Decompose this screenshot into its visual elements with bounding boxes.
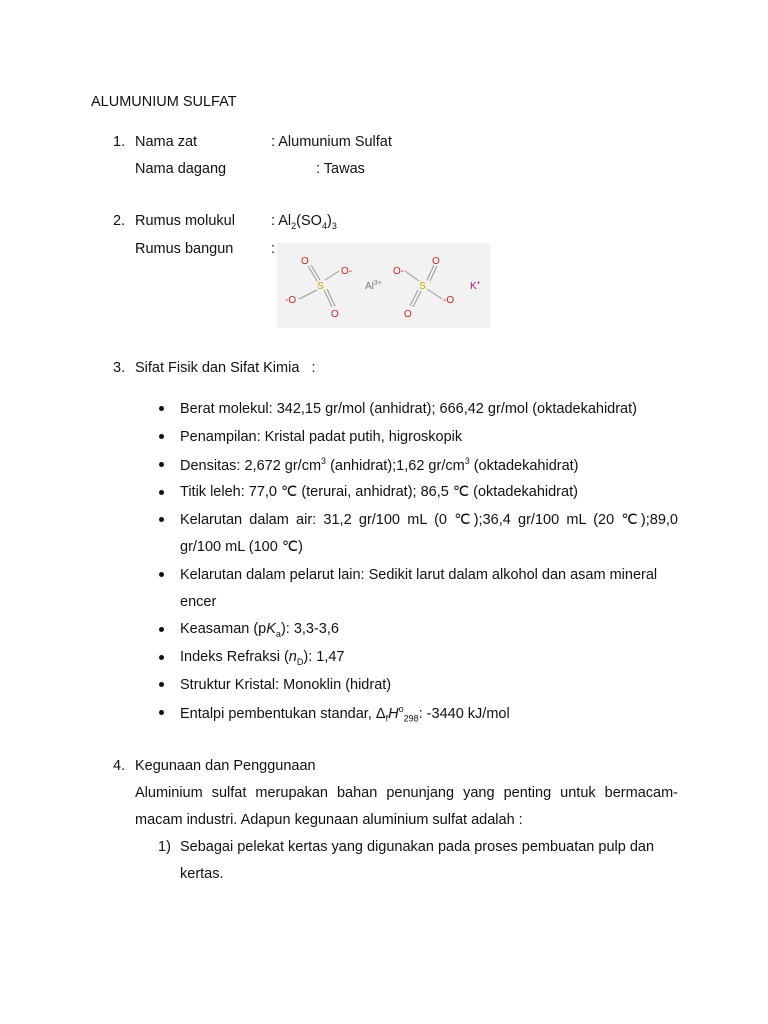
kelarutan-air-line2: gr/100 mL (100 ℃) xyxy=(180,539,303,555)
keasaman-item: Keasaman $(pK_a)$: 3,3-3,6 xyxy=(180,621,339,639)
bullet-dot xyxy=(159,462,164,467)
sulfate-2-oxygen-ion-right: -O xyxy=(443,295,455,306)
nama-dagang-value: : Tawas xyxy=(316,161,365,177)
bullet-dot xyxy=(159,682,164,687)
bullet-dot xyxy=(159,434,164,439)
aluminium-ion: $Al^{3+}$ xyxy=(365,280,382,292)
sulfate-1-oxygen-ion-left: -O xyxy=(285,295,297,306)
kegunaan-item-1-line2: kertas. xyxy=(180,866,224,882)
sulfate-1-oxygen-ion-right: O- xyxy=(341,266,353,277)
rumus-molekul-value: : $Al_2(SO_4)_3$ xyxy=(271,213,337,231)
rumus-molekul-label: Rumus molukul xyxy=(135,213,235,229)
section-4-number: 4. xyxy=(113,758,126,774)
kegunaan-paragraph-line1: Aluminium sulfat merupakan bahan penunjang yang penting untuk bermacam- xyxy=(135,785,678,801)
bullet-dot xyxy=(159,710,164,715)
bullet-dot xyxy=(159,655,164,660)
kelarutan-pelarut-line1: Kelarutan dalam pelarut lain: Sedikit larut dalam alkohol dan asam mineral xyxy=(180,567,658,583)
berat-molekul-item: Berat molekul: 342,15 gr/mol (anhidrat); 666,42 gr/mol (oktadekahidrat) xyxy=(180,401,637,417)
entalpi-item: Entalpi pembentukan standar, $\Delta_fH^o_{298}$: -3440 kJ/mol xyxy=(180,704,510,724)
struktur-kristal-item: Struktur Kristal: Monoklin (hidrat) xyxy=(180,677,392,693)
titik-leleh-item: Titik leleh: 77,0 ℃ (terurai, anhidrat); 86,5 ℃ (oktadekahidrat) xyxy=(180,484,578,500)
kegunaan-item-1-number: 1) xyxy=(158,839,171,855)
kegunaan-paragraph-line2: macam industri. Adapun kegunaan aluminium sulfat adalah : xyxy=(135,812,523,828)
nama-dagang-label: Nama dagang xyxy=(135,161,227,177)
document-title: ALUMUNIUM SULFAT xyxy=(91,94,237,110)
penampilan-item: Penampilan: Kristal padat putih, higroskopik xyxy=(180,429,463,445)
bullet-dot xyxy=(159,627,164,632)
section-3-heading: Sifat Fisik dan Sifat Kimia : xyxy=(135,360,316,376)
potassium-ion: K+ xyxy=(470,280,481,292)
sulfate-1-oxygen-top: O xyxy=(301,256,309,267)
densitas-item: Densitas: 2,672 $gr/cm^3$ (anhidrat);1,62 $gr/cm^3$ (oktadekahidrat) xyxy=(180,456,579,474)
section-4-heading: Kegunaan dan Penggunaan xyxy=(135,758,316,774)
sulfate-2-sulfur: S xyxy=(419,281,426,292)
sulfate-1-sulfur: S xyxy=(317,281,324,292)
bullet-dot xyxy=(159,406,164,411)
sulfate-2-oxygen-ion-left: O- xyxy=(393,266,405,277)
section-1-number: 1. xyxy=(113,134,126,150)
sulfate-2-oxygen-bottom: O xyxy=(404,309,412,320)
sulfate-1-oxygen-bottom: O xyxy=(331,309,339,320)
structural-formula-image xyxy=(277,243,490,328)
structural-formula-svg xyxy=(277,243,490,328)
sulfate-2-oxygen-top: O xyxy=(432,256,440,267)
bullet-dot xyxy=(159,490,164,495)
kegunaan-item-1-line1: Sebagai pelekat kertas yang digunakan pada proses pembuatan pulp dan xyxy=(180,839,655,855)
section-2-number: 2. xyxy=(113,213,126,229)
nama-zat-label: Nama zat xyxy=(135,134,198,150)
bullet-dot xyxy=(159,517,164,522)
kelarutan-pelarut-line2: encer xyxy=(180,594,217,610)
kelarutan-air-line1: Kelarutan dalam air: 31,2 gr/100 mL (0 ℃);36,4 gr/100 mL (20 ℃);89,0 xyxy=(180,512,678,528)
indeks-refraksi-item: Indeks Refraksi $(n_D)$: 1,47 xyxy=(180,649,345,667)
nama-zat-value: : Alumunium Sulfat xyxy=(271,134,392,150)
section-3-number: 3. xyxy=(113,360,126,376)
rumus-bangun-label: Rumus bangun xyxy=(135,241,234,257)
bullet-dot xyxy=(159,572,164,577)
rumus-bangun-colon: : xyxy=(271,241,276,257)
